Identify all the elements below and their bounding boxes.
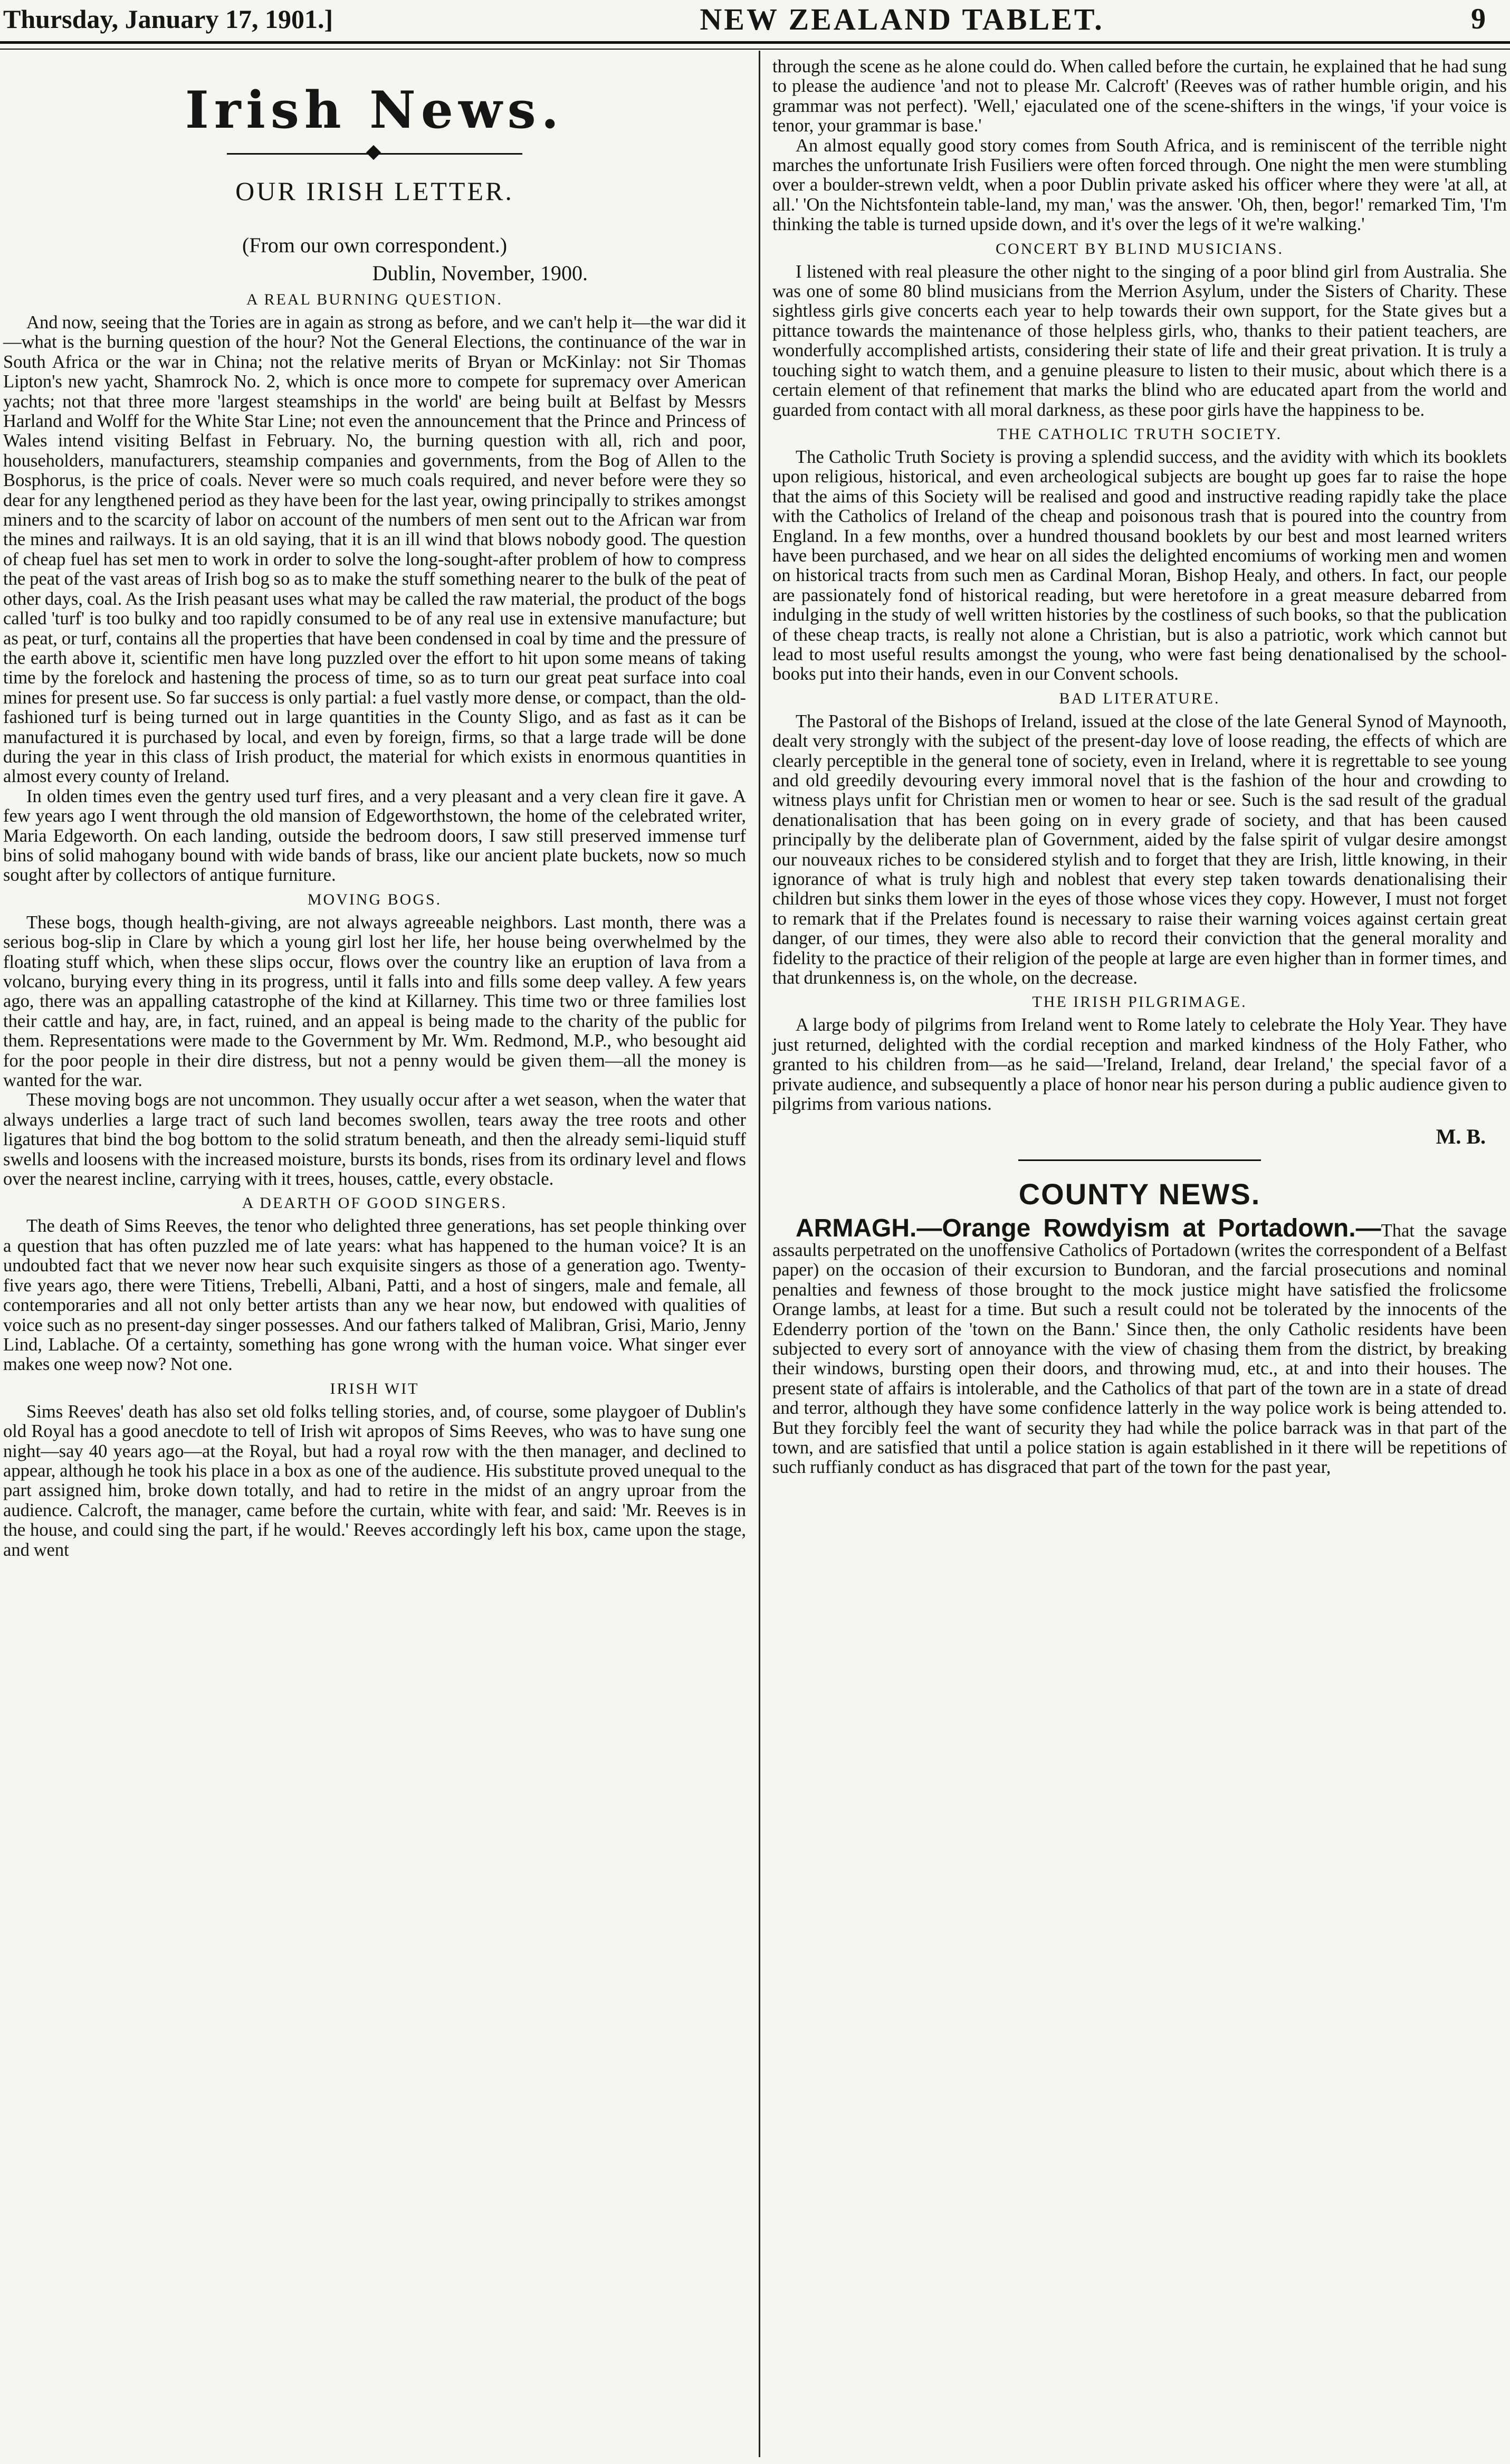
dateline: Dublin, November, 1900. — [372, 261, 588, 285]
section-heading: IRISH WIT — [330, 1380, 419, 1397]
article-section — [772, 425, 1507, 684]
county-news-title: COUNTY NEWS. — [1018, 1177, 1261, 1211]
section-heading: THE CATHOLIC TRUTH SOCIETY. — [997, 425, 1282, 443]
page-header — [3, 0, 1507, 38]
column-divider — [759, 51, 760, 2457]
byline: (From our own correspondent.) — [242, 233, 508, 257]
left-column — [3, 58, 746, 1560]
right-column — [772, 57, 1507, 1478]
article-section — [3, 891, 746, 1190]
header-rule-thick — [0, 41, 1510, 44]
diamond-icon — [366, 145, 381, 160]
county-lead: ARMAGH.—Orange Rowdyism at Portadown.— — [796, 1214, 1381, 1242]
paragraph: The death of Sims Reeves, the tenor who delighted three generations, has set people thinking over a question that has often puzzled me of late years: what has happened to the human voice? It is an undoubted fact that we never now hear such exquisite singers as those of a generation ago. Twenty-five years ago, there were Titiens, Trebelli, Albani, Patti, and a host of singers, male and female, all contemporaries and all not only better artists than any we hear now, but endowed with qualities of voice such as no present-day singer possesses. And our fathers talked of Malibran, Grisi, Mario, Jenny Lind, Lablache. Of a certainty, something has gone wrong with the human voice. What singer ever makes one weep now? Not one. — [3, 1216, 746, 1375]
section-heading: THE IRISH PILGRIMAGE. — [1032, 993, 1247, 1011]
paragraph: The Pastoral of the Bishops of Ireland, issued at the close of the late General Synod of Maynooth, dealt very strongly with the subject of the present-day love of loose reading, the effects of which are clearly perceptible in the general tone of society, even in Ireland, where it is regrettable to see young and old greedily devouring every immoral novel that is the fashion of the hour and crowding to witness plays unfit for Christian men or women to hear or see. Such is the sad result of the gradual denationalisation that has been going on in every grade of society, and that has been caused principally by the deliberate plan of Government, aided by the false spirit of vulgar desire amongst our nouveaux riches to be considered stylish and to forget that they are Irish, little knowing, in their ignorance of what is truly high and noblest that every step taken towards denationalising their children but sinks them lower in the eyes of those whose vices they copy. However, I must not forget to remark that if the Prelates found is necessary to raise their warning voices against certain great danger, of our times, they were also able to record their conviction that the general morality and fidelity to the practice of their religion of the people at large are even higher than in former times, and that drunkenness is, on the whole, on the decrease. — [772, 711, 1507, 988]
paragraph: A large body of pilgrims from Ireland went to Rome lately to celebrate the Holy Year. They have just returned, delighted with the cordial reception and marked kindness of the Holy Father, who granted to his children from—as he said—'Ireland, Ireland, dear Ireland,' the special favor of a private audience, and subsequently a place of honor near his person during a public audience given to pilgrims from various nations. — [772, 1015, 1507, 1115]
letter-title: OUR IRISH LETTER. — [235, 176, 514, 206]
section-heading: CONCERT BY BLIND MUSICIANS. — [996, 240, 1284, 258]
article-section — [772, 690, 1507, 988]
paragraph: Sims Reeves' death has also set old folks telling stories, and, of course, some playgoer of Dublin's old Royal has a good anecdote to tell of Irish wit apropos of Sims Reeves, who was to have sung one night—say 40 years ago—at the Royal, but had a royal row with the then manager, and declined to appear, although he took his place in a box as one of the audience. His substitute proved unequal to the part assigned him, broke down totally, and had to retire in the midst of an angry uproar from the audience. Calcroft, the manager, came before the curtain, white with fear, and said: 'Mr. Reeves is in the house, and could sing the part, if he would.' Reeves accordingly left his box, came upon the stage, and went — [3, 1401, 746, 1560]
paragraph: In olden times even the gentry used turf fires, and a very pleasant and a very clean fire it gave. A few years ago I went through the old mansion of Edgeworthstown, the home of the celebrated writer, Maria Edgeworth. On each landing, outside the bedroom doors, I saw still preserved immense turf bins of solid mahogany bound with wide bands of brass, like our ancient plate buckets, now so much sought after by collectors of antique furniture. — [3, 786, 746, 886]
paragraph: An almost equally good story comes from South Africa, and is reminiscent of the terrible night marches the unfortunate Irish Fusiliers were often forced through. One night the men were stumbling over a boulder-strewn veldt, when a poor Dublin private asked his officer where they were 'at all, at all.' 'On the Nichtsfontein table-land, my man,' was the answer. 'Oh, then, begor!' remarked Tim, 'I'm thinking the table is turned upside down, and it's over the legs of it we're walking.' — [772, 135, 1507, 235]
county-text: That the savage assaults perpetrated on the unoffensive Catholics of Portadown (writes the correspondent of a Belfast paper) on the occasion of their excursion to Bundoran, and the farcial prosecutions and nominal penalties and fewness of those brought to the mock justice might have satisfied the frolicsome Orange lambs, at least for a time. But such a result could not be tolerated by the innocents of the Edenderry portion of the 'town on the Bann.' Since then, the only Catholic residents have been subjected to every sort of annoyance with the view of chasing them from the district, by breaking their windows, bursting open their doors, and throwing mud, etc., at and into their houses. The present state of affairs is intolerable, and the Catholics of that part of the town are in a state of dread and terror, although they have some confidence latterly in the way police work is being attended to. But they forcibly feel the want of security they had while the police barrack was in that part of the town, and are satisfied that until a police station is again established in it there will be repetitions of such ruffianly conduct as has disgraced that part of the town for the past year, — [772, 1220, 1507, 1478]
paragraph: These bogs, though health-giving, are not always agreeable neighbors. Last month, there was a serious bog-slip in Clare by which a young girl lost her life, her house being overwhelmed by the floating stuff which, when these slips occur, flows over the country like an eruption of lava from a volcano, burying every thing in its progress, until it falls into and fills some deep valley. A few years ago, there was an appalling catastrophe of the kind at Killarney. This time two or three families lost their cattle and hay, are, in fact, ruined, and an appeal is being made to the charity of the public for them. Representations were made to the Government by Mr. Wm. Redmond, M.P., who besought aid for the poor people in their dire distress, but not a penny would be given them—all the money is wanted for the war. — [3, 912, 746, 1091]
section-rule — [1018, 1159, 1261, 1161]
newspaper-title: NEW ZEALAND TABLET. — [700, 2, 1104, 36]
paragraph: And now, seeing that the Tories are in again as strong as before, and we can't help it—the war did it—what is the burning question of the hour? Not the General Elections, the continuance of the war in South Africa or the war in China; not the relative merits of Bryan or McKinlay: not Sir Thomas Lipton's new yacht, Shamrock No. 2, which is once more to compete for supremacy over American yachts; not that three more 'largest steamships in the world' are being built at Belfast by Messrs Harland and Wolff for the White Star Line; not even the announcement that the Prince and Princess of Wales intend visiting Belfast in February. No, the burning question with all, rich and poor, householders, manufacturers, steamship companies and governments, from the Bog of Allen to the Bosphorus, is the price of coals. Never were so much coals required, and never before were they so dear for any lengthened period as they have been for the last year, owing principally to strikes amongst miners and to the scarcity of labor on account of the numbers of men sent out to the African war from the mines and railways. It is an old saying, that it is an ill wind that blows nobody good. The question of cheap fuel has set men to work in order to solve the long-sought-after problem of how to compress the peat of the vast areas of Irish bog so as to make the stuff something nearer to the bulk of the peat of other days, coal. As the Irish peasant uses what may be called the raw material, the product of the bogs called 'turf' is too bulky and too rapidly consumed to be of any real use in extensive manufacture; but as peat, or turf, contains all the properties that have been condensed in coal by time and the pressure of the earth above it, scientific men have long puzzled over the effort to hit upon some means of taking time by the forelock and hastening the process of time, so as to turn our great peat surface into coal mines for present use. So far success is only partial: a fuel vastly more dense, or compact, than the old-fashioned turf is being turned out in large quantities in the County Sligo, and as fast as it can be manufactured it is purchased by local, and even by foreign, firms, so that a large trade will be done during the year in this class of Irish product, the material for which exists in enormous quantities in almost every county of Ireland. — [3, 312, 746, 787]
article-section — [3, 291, 746, 886]
ornament-rule — [227, 147, 522, 160]
issue-date: Thursday, January 17, 1901.] — [3, 4, 333, 34]
paragraph: I listened with real pleasure the other night to the singing of a poor blind girl from Australia. She was one of some 80 blind musicians from the Merrion Asylum, under the Sisters of Charity. These sightless girls give concerts each year to help towards their own support, for the State gives but a pittance towards the maintenance of those helpless girls, who, thanks to their patient teachers, are wonderfully accomplished artists, considering their state of life and their great privation. It is truly a touching sight to watch them, and a genuine pleasure to listen to their music, about which there is a certain element of that refinement that marks the blind who are educated apart from the world and guarded from contact with all moral darkness, as these poor girls have the happiness to be. — [772, 261, 1507, 420]
signoff: M. B. — [1436, 1124, 1486, 1148]
section-heading: MOVING BOGS. — [307, 890, 442, 908]
section-heading: BAD LITERATURE. — [1059, 689, 1220, 707]
county-paragraph — [772, 1214, 1507, 1478]
section-masthead: Irish News. — [185, 80, 565, 140]
article-section — [3, 1380, 746, 1560]
section-heading: A REAL BURNING QUESTION. — [246, 291, 503, 308]
paragraph: The Catholic Truth Society is proving a splendid success, and the avidity with which its booklets upon religious, historical, and even archeological subjects are bought up goes far to raise the hope that the aims of this Society will be realised and good and instructive reading rapidly take the place with the Catholics of Ireland of the cheap and poisonous trash that is poured into the country from England. In a few months, over a hundred thousand booklets by our best and most learned writers have been purchased, and we hear on all sides the delighted encomiums of working men and women on historical tracts from such men as Cardinal Moran, Bishop Healy, and others. In fact, our people are passionately fond of historical reading, but were heretofore in a great measure debarred from indulging in the study of well written histories by the costliness of such books, so that the publication of these cheap tracts, is really not alone a Christian, but is also a patriotic, work which cannot but lead to most useful results amongst the young, who were fast being denationalised by the school-books put into their hands, even in our Convent schools. — [772, 446, 1507, 684]
continued-paragraph: through the scene as he alone could do. When called before the curtain, he explained that he had sung to please the audience 'and not to please Mr. Calcroft' (Reeves was of rather humble origin, and his grammar was not perfect). 'Well,' ejaculated one of the scene-shifters in the wings, 'if your voice is tenor, your grammar is base.' — [772, 56, 1507, 136]
paragraph: These moving bogs are not uncommon. They usually occur after a wet season, when the water that always underlies a large tract of such land becomes swollen, tears away the tree roots and other ligatures that bind the bog bottom to the solid stratum beneath, and then the already semi-liquid stuff swells and loosens with the increased moisture, bursts its bonds, rises from its ordinary level and flows over the nearest incline, carrying with it trees, houses, cattle, every obstacle. — [3, 1090, 746, 1190]
section-heading: A DEARTH OF GOOD SINGERS. — [242, 1194, 508, 1212]
page-number: 9 — [1471, 3, 1486, 35]
article-section — [772, 240, 1507, 420]
header-rule-thin — [0, 49, 1510, 50]
article-section — [3, 1194, 746, 1374]
article-section — [772, 993, 1507, 1114]
